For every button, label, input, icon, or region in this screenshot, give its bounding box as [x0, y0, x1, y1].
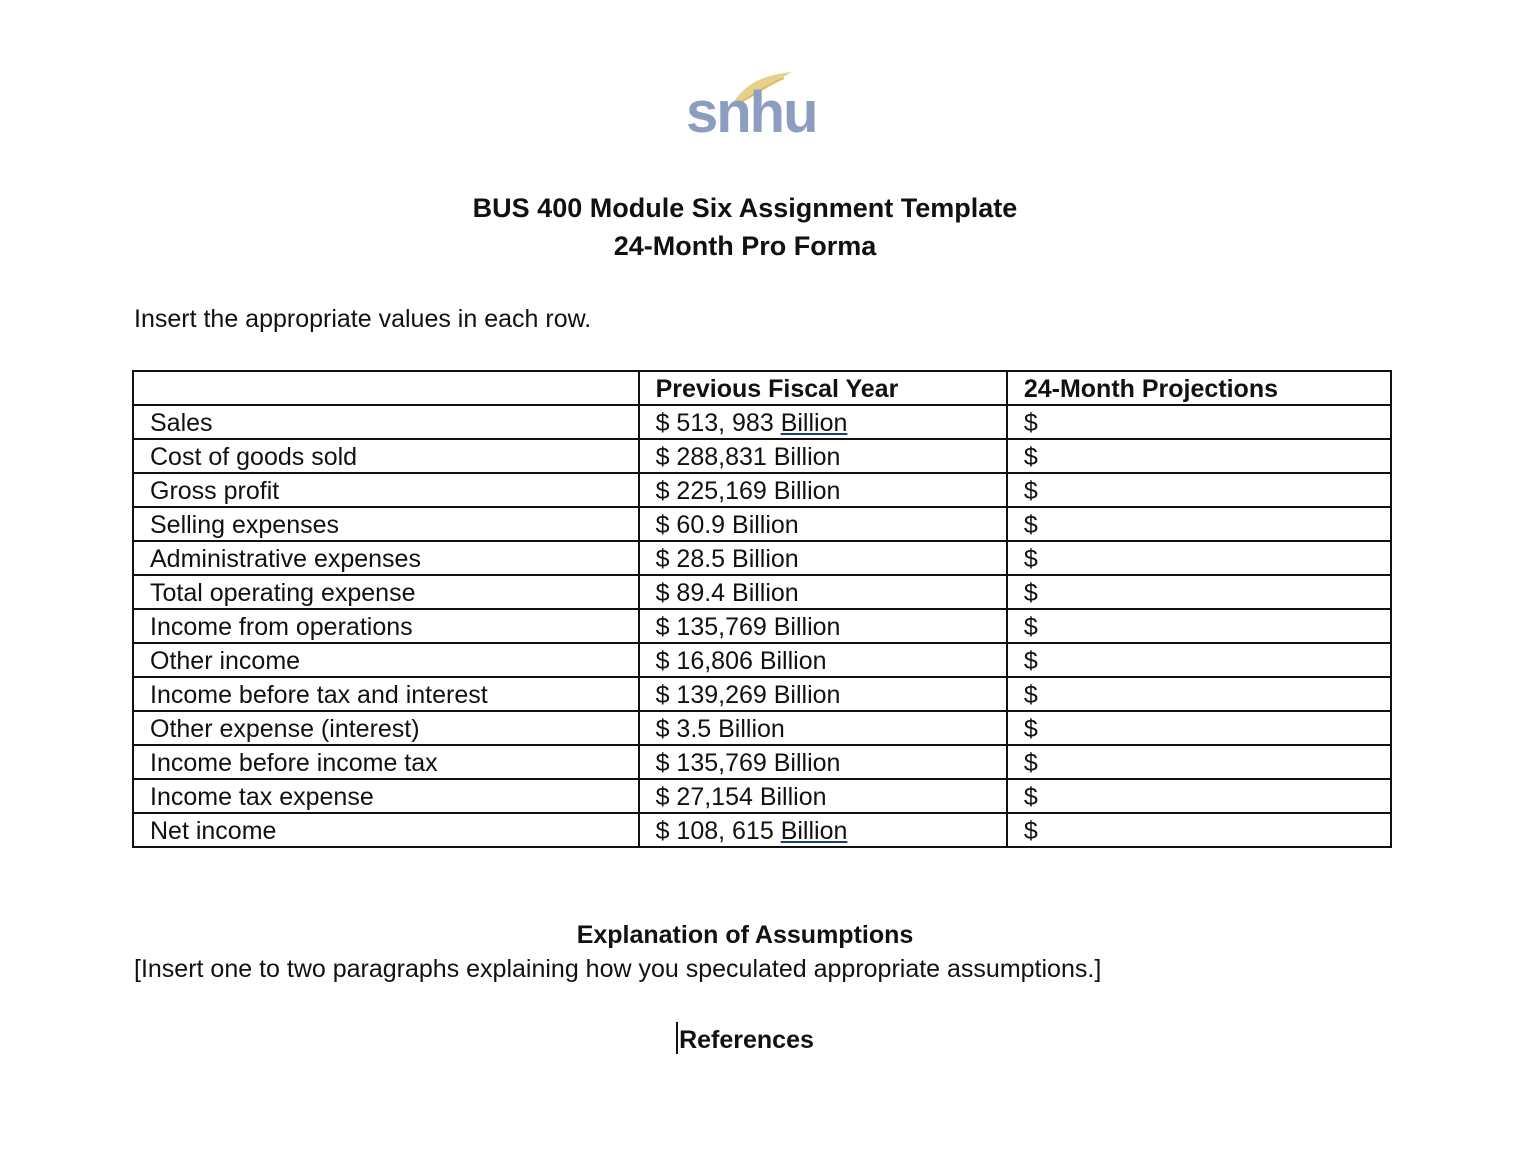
row-previous[interactable]: $ 27,154 Billion: [639, 779, 1007, 813]
row-projection[interactable]: $: [1007, 439, 1391, 473]
header-label: [133, 371, 639, 405]
table-row: [133, 711, 1391, 745]
row-projection[interactable]: $: [1007, 779, 1391, 813]
row-label: Administrative expenses: [133, 541, 639, 575]
row-label: Cost of goods sold: [133, 439, 639, 473]
row-previous[interactable]: $ 3.5 Billion: [639, 711, 1007, 745]
row-previous[interactable]: [639, 405, 1007, 439]
row-projection[interactable]: $: [1007, 711, 1391, 745]
row-label: Sales: [133, 405, 639, 439]
row-previous[interactable]: $ 135,769 Billion: [639, 745, 1007, 779]
row-previous[interactable]: $ 89.4 Billion: [639, 575, 1007, 609]
row-previous[interactable]: $ 16,806 Billion: [639, 643, 1007, 677]
table-row: [133, 473, 1391, 507]
table-row: [133, 439, 1391, 473]
row-label: Total operating expense: [133, 575, 639, 609]
row-label: Gross profit: [133, 473, 639, 507]
row-label: Income from operations: [133, 609, 639, 643]
references-section[interactable]: [0, 1022, 1490, 1057]
explanation-heading: Explanation of Assumptions: [576, 921, 914, 949]
row-projection[interactable]: $: [1007, 541, 1391, 575]
row-label: Other expense (interest): [133, 711, 639, 745]
title-line-2: 24-Month Pro Forma: [613, 231, 877, 261]
previous-value: $ 108, 615: [655, 817, 781, 845]
header-previous-fiscal-year: Previous Fiscal Year: [639, 371, 1007, 405]
row-projection[interactable]: $: [1007, 507, 1391, 541]
table-row: [133, 643, 1391, 677]
row-previous[interactable]: $ 288,831 Billion: [639, 439, 1007, 473]
row-label: Selling expenses: [133, 507, 639, 541]
row-projection[interactable]: $: [1007, 473, 1391, 507]
row-projection[interactable]: $: [1007, 745, 1391, 779]
table-row: [133, 609, 1391, 643]
row-previous[interactable]: $ 225,169 Billion: [639, 473, 1007, 507]
table-row: [133, 575, 1391, 609]
explanation-text[interactable]: [Insert one to two paragraphs explaining how you speculated appropriate assumptions.]: [134, 955, 1102, 983]
row-label: Income tax expense: [133, 779, 639, 813]
table-row: [133, 677, 1391, 711]
row-label: Other income: [133, 643, 639, 677]
table-row: [133, 507, 1391, 541]
row-projection[interactable]: $: [1007, 575, 1391, 609]
row-projection[interactable]: $: [1007, 677, 1391, 711]
row-projection[interactable]: $: [1007, 405, 1391, 439]
row-projection[interactable]: $: [1007, 609, 1391, 643]
title-line-1: BUS 400 Module Six Assignment Template: [472, 193, 1018, 223]
previous-unit: Billion: [780, 817, 848, 845]
table-row: [133, 541, 1391, 575]
row-previous[interactable]: $ 135,769 Billion: [639, 609, 1007, 643]
row-projection[interactable]: $: [1007, 813, 1391, 847]
references-heading: References: [679, 1026, 814, 1054]
logo-text: snhu: [686, 80, 817, 145]
row-previous[interactable]: [639, 813, 1007, 847]
table-row: [133, 813, 1391, 847]
table-row: [133, 779, 1391, 813]
previous-value: $ 513, 983: [655, 409, 781, 437]
row-previous[interactable]: $ 139,269 Billion: [639, 677, 1007, 711]
instruction-text: Insert the appropriate values in each row.: [134, 305, 592, 333]
table-row: [133, 405, 1391, 439]
row-previous[interactable]: $ 60.9 Billion: [639, 507, 1007, 541]
row-label: Income before income tax: [133, 745, 639, 779]
previous-unit: Billion: [780, 409, 848, 437]
table-header-row: [133, 371, 1391, 405]
row-label: Income before tax and interest: [133, 677, 639, 711]
header-24-month-projections: 24-Month Projections: [1007, 371, 1391, 405]
row-label: Net income: [133, 813, 639, 847]
text-cursor: [676, 1022, 678, 1054]
row-projection[interactable]: $: [1007, 643, 1391, 677]
table-row: [133, 745, 1391, 779]
snhu-logo: [686, 70, 817, 150]
row-previous[interactable]: $ 28.5 Billion: [639, 541, 1007, 575]
document-title: [0, 189, 1490, 265]
pro-forma-table: [132, 370, 1392, 848]
